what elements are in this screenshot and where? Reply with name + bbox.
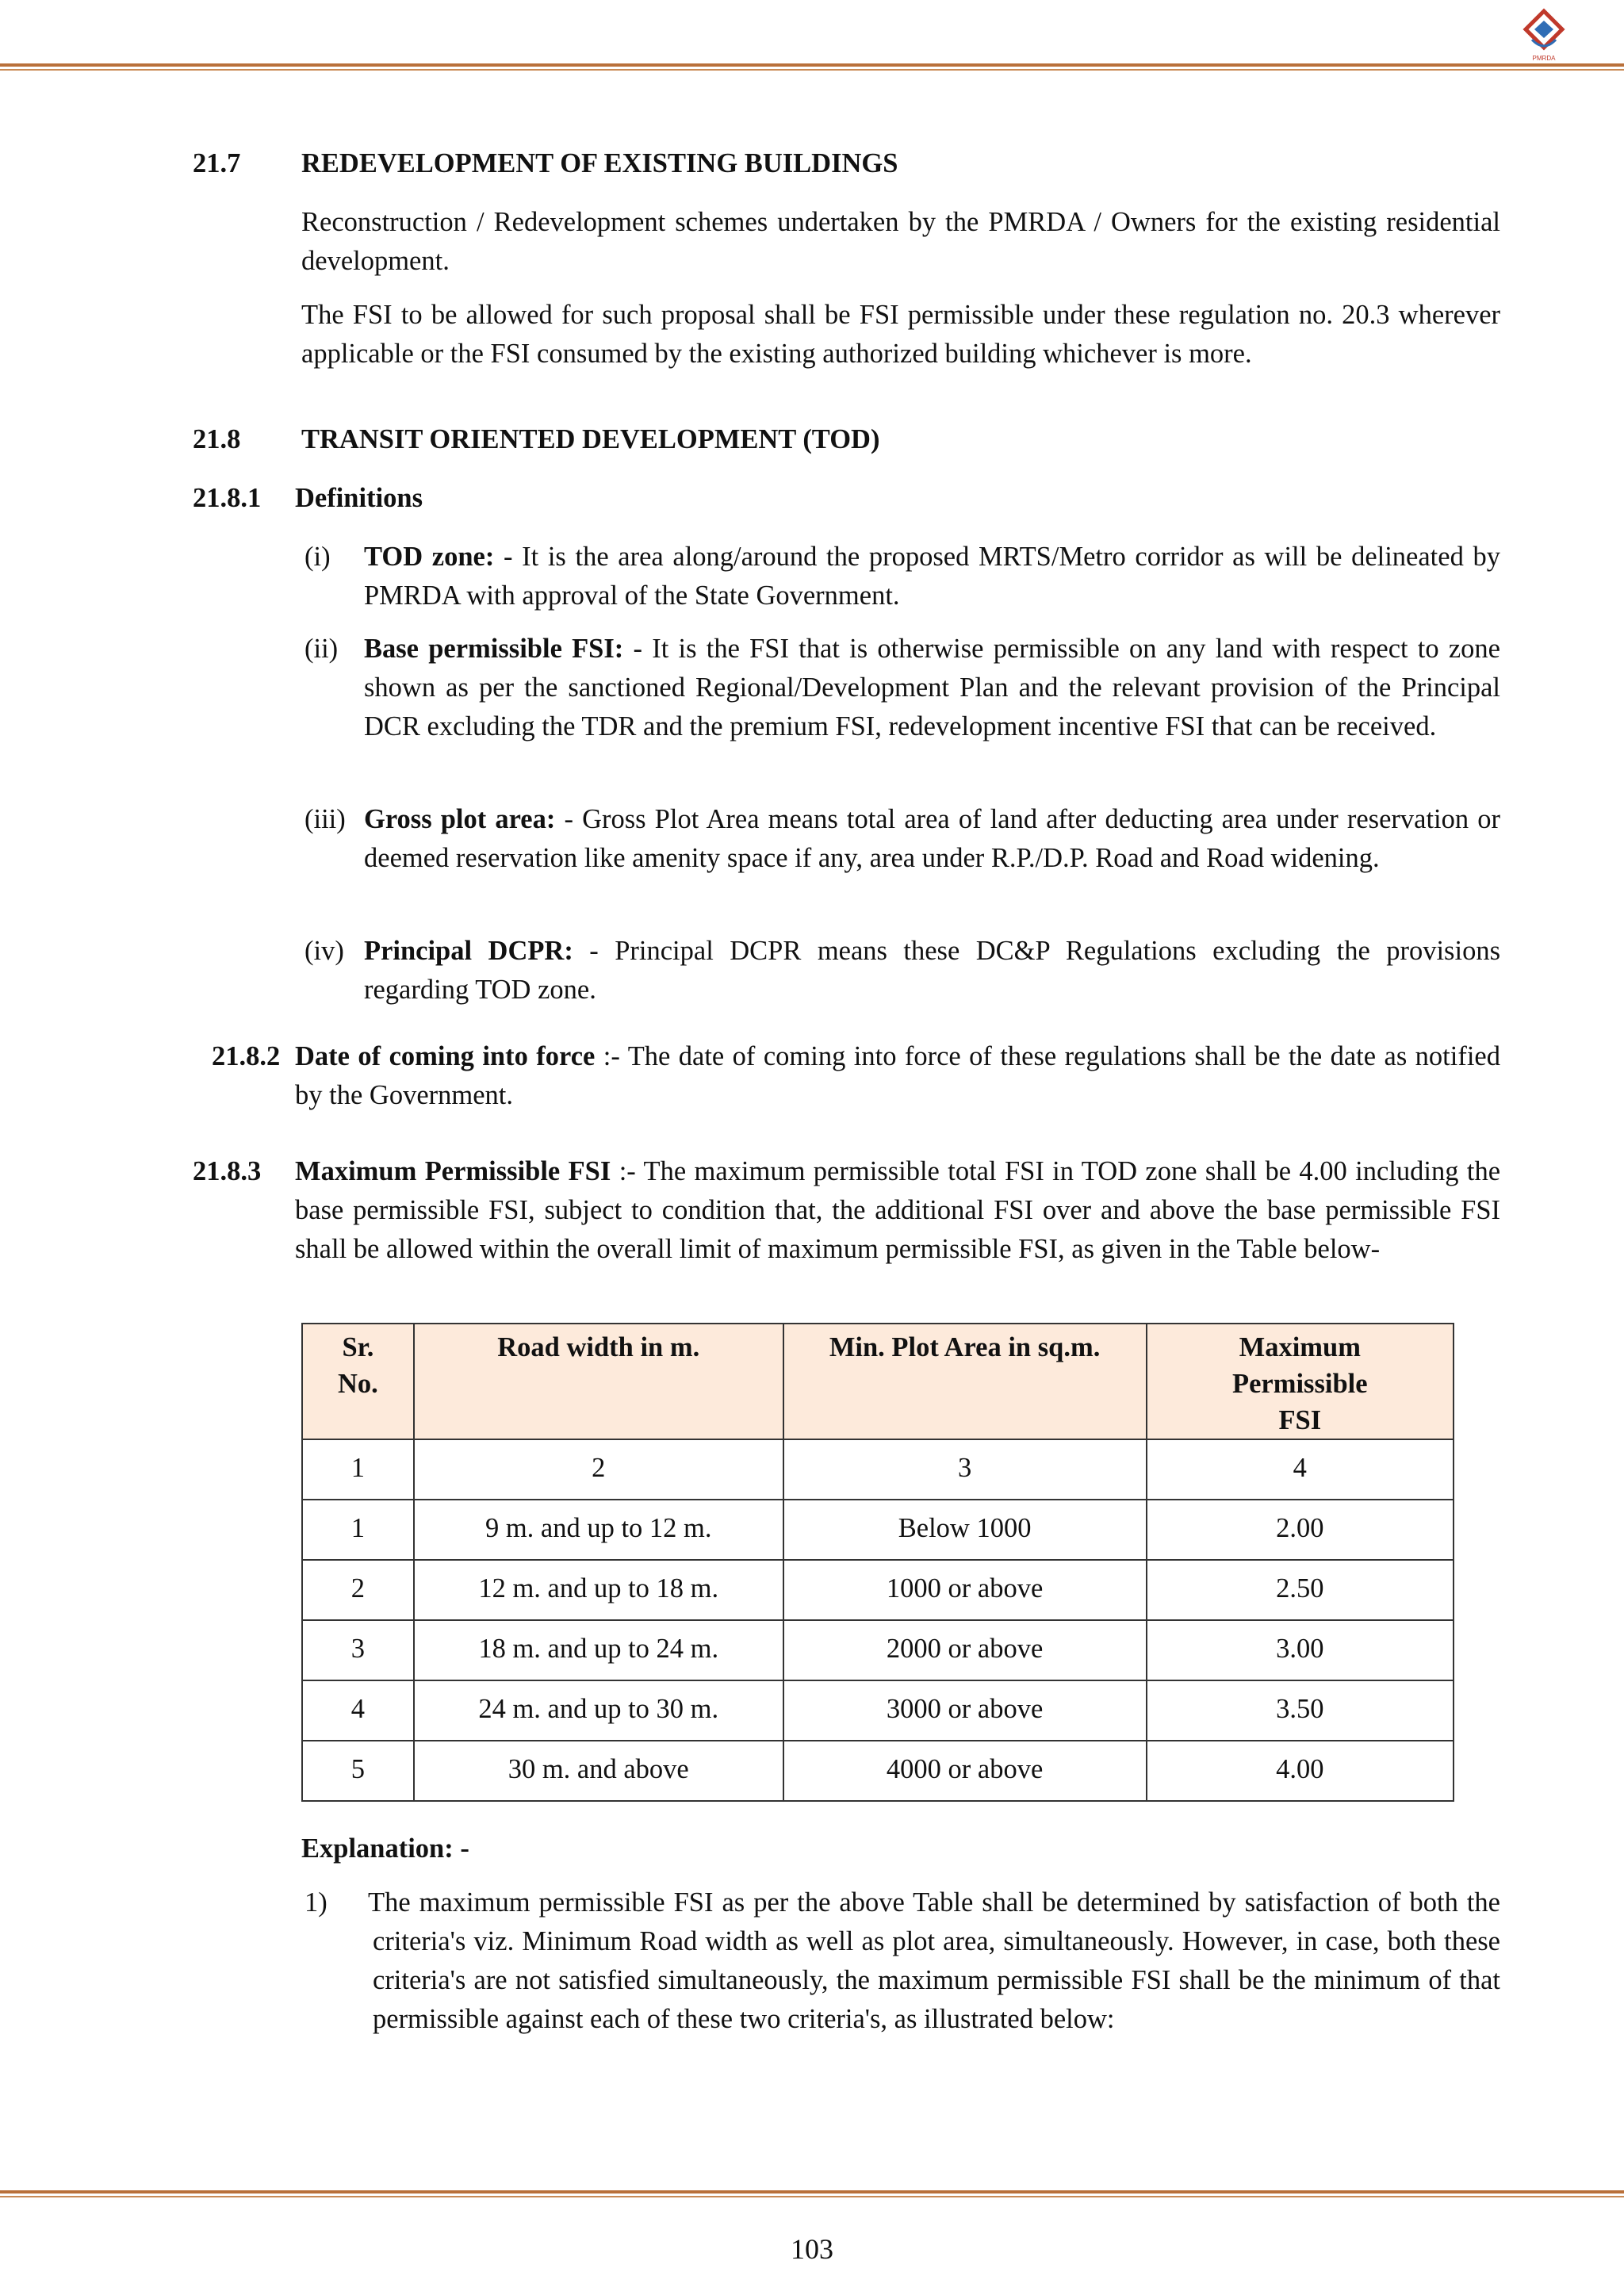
table-cell: 4 xyxy=(302,1680,414,1741)
definition-1-number: (i) xyxy=(304,542,331,572)
section-21-7-para1: Reconstruction / Redevelopment schemes undertaken by the PMRDA / Owners for the existing residential development. xyxy=(301,207,1500,276)
table-cell: 4 xyxy=(1147,1439,1454,1500)
section-21-8-number: 21.8 xyxy=(193,424,241,454)
table-row xyxy=(302,1741,1454,1801)
table-row xyxy=(302,1620,1454,1680)
definition-3-number: (iii) xyxy=(304,804,346,834)
logo-caption: PMRDA xyxy=(1532,55,1556,62)
table-cell: 4000 or above xyxy=(783,1741,1147,1801)
table-cell: 1000 or above xyxy=(783,1560,1147,1620)
table-cell: 3.00 xyxy=(1147,1620,1454,1680)
definition-2-number: (ii) xyxy=(304,634,339,664)
definition-1-term: TOD zone: xyxy=(364,542,495,572)
section-21-8-3 xyxy=(295,1152,1500,1269)
table-cell: 3 xyxy=(783,1439,1147,1500)
definition-2-term: Base permissible FSI: xyxy=(364,634,624,664)
section-21-7-number: 21.7 xyxy=(193,148,241,178)
table-header-min-plot-area: Min. Plot Area in sq.m. xyxy=(783,1324,1147,1439)
definition-1-text: - It is the area along/around the proposed MRTS/Metro corridor as will be delineated by PMRDA with approval of the State Government. xyxy=(364,542,1500,611)
section-21-8-3-number: 21.8.3 xyxy=(193,1156,262,1186)
table-column-number-row xyxy=(302,1439,1454,1500)
section-21-8-1-title: Definitions xyxy=(295,483,423,513)
table-cell: 2.00 xyxy=(1147,1500,1454,1560)
section-21-8-2 xyxy=(295,1037,1500,1115)
definition-4-number: (iv) xyxy=(304,936,344,966)
table-cell: 30 m. and above xyxy=(414,1741,783,1801)
section-21-7-para2: The FSI to be allowed for such proposal shall be FSI permissible under these regulation no. 20.3 wherever applicable or the FSI consumed by the existing authorized building whichever is more. xyxy=(301,300,1500,369)
table-cell: 2 xyxy=(302,1560,414,1620)
section-21-8-2-number: 21.8.2 xyxy=(212,1041,281,1071)
definition-3-text: - Gross Plot Area means total area of land after deducting area under reservation or deemed reservation like amenity space if any, area under R.P./D.P. Road and Road widening. xyxy=(364,804,1500,873)
section-21-8-3-text: :- The maximum permissible total FSI in TOD zone shall be 4.00 including the base permissible FSI, subject to condition that, the additional FSI over and above the base permissible FSI shall be allowed within the overall limit of maximum permissible FSI, as given in the Table below- xyxy=(295,1156,1501,1264)
definition-4 xyxy=(364,932,1500,1010)
table-cell: 1 xyxy=(302,1439,414,1500)
table-cell: 1 xyxy=(302,1500,414,1560)
definition-4-term: Principal DCPR: xyxy=(364,936,573,966)
pmrda-logo-icon xyxy=(1516,8,1572,63)
section-21-8-3-term: Maximum Permissible FSI xyxy=(295,1156,611,1186)
table-cell: 3.50 xyxy=(1147,1680,1454,1741)
table-cell: 4.00 xyxy=(1147,1741,1454,1801)
table-cell: 18 m. and up to 24 m. xyxy=(414,1620,783,1680)
table-cell: 3 xyxy=(302,1620,414,1680)
definition-2-text: - It is the FSI that is otherwise permissible on any land with respect to zone shown as per the sanctioned Regional/Development Plan and the relevant provision of the Principal DCR excluding the TDR and the premium FSI, redevelopment incentive FSI that can be received. xyxy=(364,634,1500,741)
section-21-8-title: TRANSIT ORIENTED DEVELOPMENT (TOD) xyxy=(301,424,880,454)
table-cell: 24 m. and up to 30 m. xyxy=(414,1680,783,1741)
fsi-table xyxy=(301,1323,1454,1802)
table-row xyxy=(302,1560,1454,1620)
table-cell: 5 xyxy=(302,1741,414,1801)
table-header-max-fsi: Maximum Permissible FSI xyxy=(1147,1324,1454,1439)
table-row xyxy=(302,1500,1454,1560)
table-header-sr-no: Sr. No. xyxy=(302,1324,414,1439)
footer-rule xyxy=(0,2190,1624,2200)
table-cell: Below 1000 xyxy=(783,1500,1147,1560)
table-cell: 9 m. and up to 12 m. xyxy=(414,1500,783,1560)
explanation-title: Explanation: - xyxy=(301,1833,469,1864)
explanation-1-number: 1) xyxy=(304,1887,327,1918)
definition-3 xyxy=(364,800,1500,878)
explanation-1-text: The maximum permissible FSI as per the above Table shall be determined by satisfaction of both the criteria's viz. Minimum Road width as well as plot area, simultaneously. However, in case, both these criteria's are not satisfied simultaneously, the maximum permissible FSI shall be the minimum of that permissible against each of these two criteria's, as illustrated below: xyxy=(368,1887,1500,2034)
definition-4-text: - Principal DCPR means these DC&P Regulations excluding the provisions regarding TOD zone. xyxy=(364,936,1500,1005)
section-21-7-title: REDEVELOPMENT OF EXISTING BUILDINGS xyxy=(301,148,898,178)
table-cell: 2000 or above xyxy=(783,1620,1147,1680)
table-cell: 2.50 xyxy=(1147,1560,1454,1620)
header-rule xyxy=(0,63,1624,73)
section-21-8-1-number: 21.8.1 xyxy=(193,483,262,513)
table-row xyxy=(302,1680,1454,1741)
table-header-road-width: Road width in m. xyxy=(414,1324,783,1439)
section-21-8-2-term: Date of coming into force xyxy=(295,1041,596,1071)
table-cell: 2 xyxy=(414,1439,783,1500)
definition-3-term: Gross plot area: xyxy=(364,804,556,834)
table-cell: 12 m. and up to 18 m. xyxy=(414,1560,783,1620)
definition-1 xyxy=(364,538,1500,615)
definition-2 xyxy=(364,630,1500,746)
table-header-row xyxy=(302,1324,1454,1439)
page-number: 103 xyxy=(791,2233,833,2265)
section-21-8-2-text: :- The date of coming into force of these regulations shall be the date as notified by the Government. xyxy=(295,1041,1500,1110)
table-cell: 3000 or above xyxy=(783,1680,1147,1741)
